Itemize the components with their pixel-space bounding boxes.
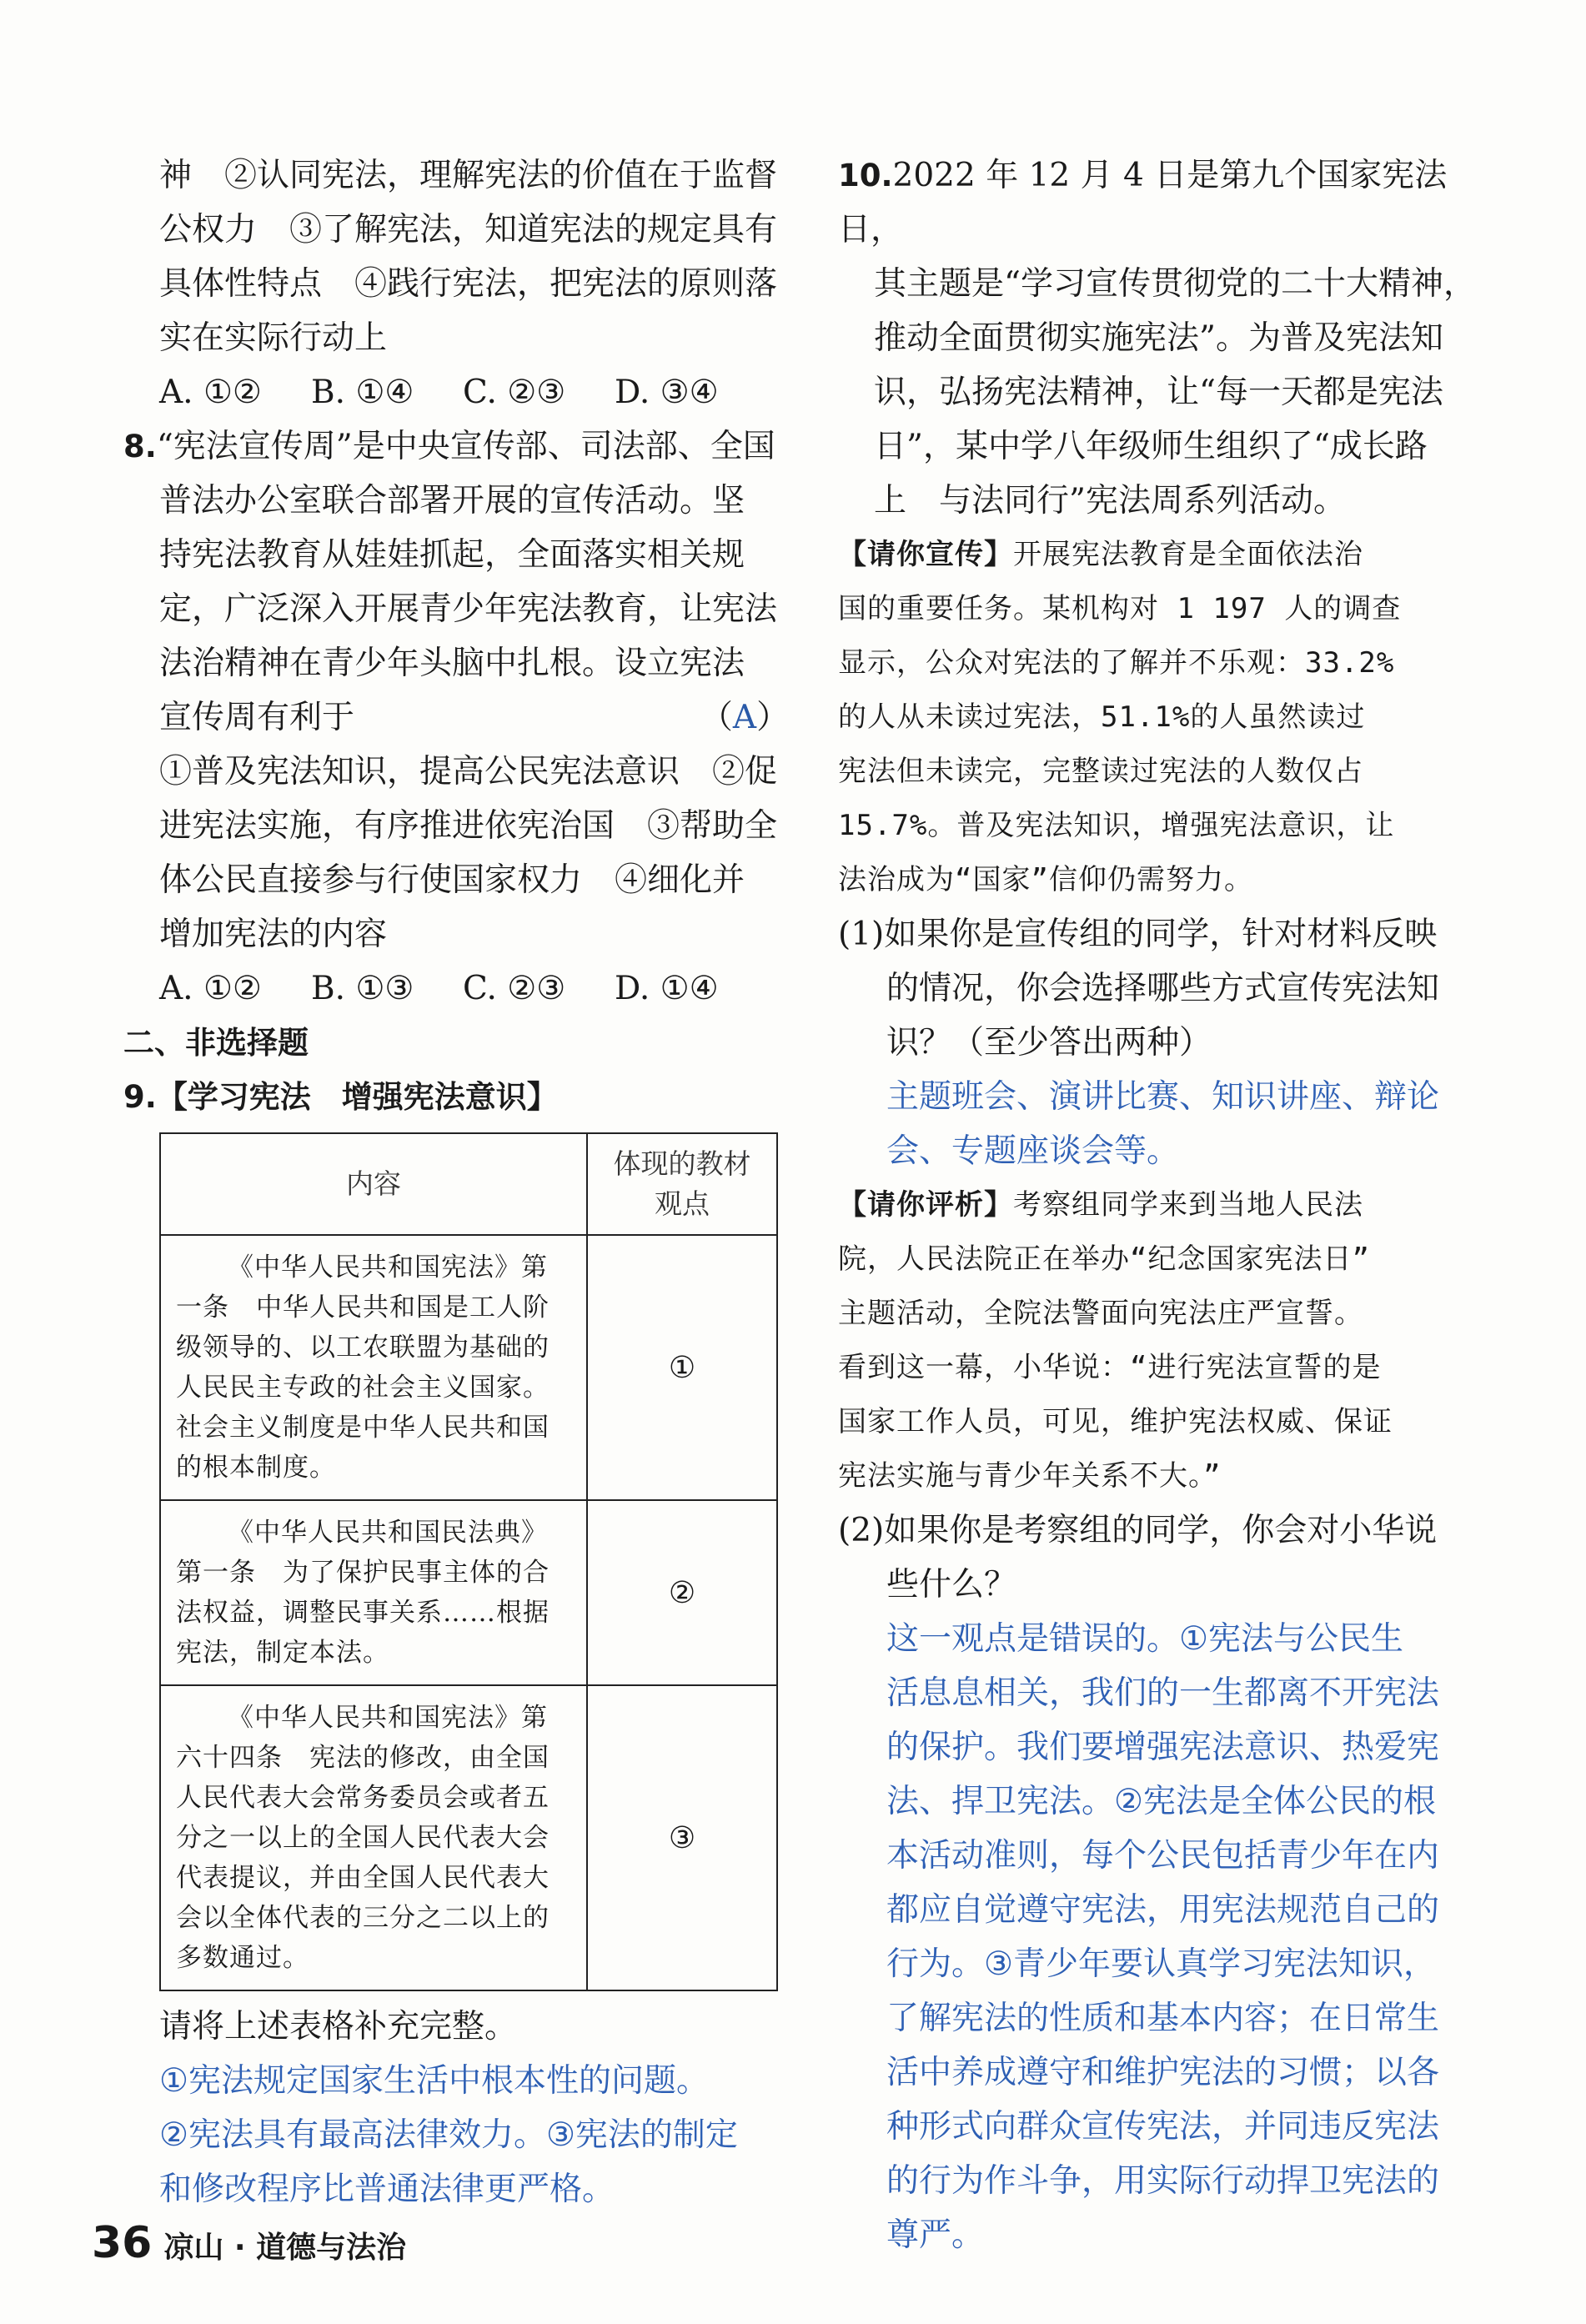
- q7-options: [123, 365, 795, 419]
- row-mark: ③: [587, 1685, 777, 1990]
- option-c: C. ②③: [463, 374, 566, 411]
- option-c: C. ②③: [463, 970, 566, 1007]
- text-line: 进宪法实施，有序推进依宪治国 ③帮助全: [159, 807, 778, 845]
- row-mark: ②: [587, 1500, 777, 1685]
- option-b: B. ①④: [311, 374, 414, 411]
- answer-line: 尊严。: [886, 2216, 985, 2254]
- sub-question-2: (2)如果你是考察组的同学，你会对小华说: [838, 1512, 1438, 1549]
- page-footer: [92, 2218, 406, 2268]
- q8-options: [123, 961, 795, 1016]
- row-content: 《中华人民共和国宪法》第六十四条 宪法的修改，由全国人民代表大会常务委员会或者五分之一以上的全国人民代表大会代表提议，并由全国人民代表大会以全体代表的三分之二以上的多数通过。: [160, 1685, 587, 1990]
- option-a: A. ①②: [159, 374, 262, 411]
- answer-line: ①宪法规定国家生活中根本性的问题。: [159, 2062, 709, 2100]
- q8-stem: “宪法宣传周”是中央宣传部、司法部、全国: [156, 428, 775, 465]
- right-column: [838, 148, 1497, 2262]
- q9-topic: 【学习宪法 增强宪法意识】: [156, 1079, 558, 1115]
- q8-first-line: [123, 419, 795, 474]
- text-line: 看到这一幕，小华说：“进行宪法宣誓的是: [838, 1351, 1382, 1384]
- text-line: 宪法实施与青少年关系不大。”: [838, 1459, 1222, 1493]
- table-row: [160, 1235, 777, 1500]
- text-line: 体公民直接参与行使国家权力 ④细化并: [159, 861, 745, 899]
- answer-line: 活息息相关，我们的一生都离不开宪法: [886, 1674, 1440, 1712]
- text-line: 公权力 ③了解宪法，知道宪法的规定具有: [159, 211, 778, 248]
- eval-label: 【请你评析】: [838, 1188, 1013, 1222]
- answer-line: 本活动准则，每个公民包括青少年在内: [886, 1837, 1440, 1875]
- text-line: 其主题是“学习宣传贯彻党的二十大精神，: [874, 265, 1476, 303]
- eval-first-line: [838, 1178, 1497, 1232]
- text-line: 推动全面贯彻实施宪法”。为普及宪法知: [874, 319, 1443, 357]
- paren-open: （: [700, 699, 733, 736]
- text-line: ①普及宪法知识，提高公民宪法意识 ②促: [159, 753, 778, 791]
- q7-continued: [123, 148, 795, 419]
- q9-number: 9.: [123, 1079, 157, 1115]
- left-column: [123, 148, 795, 2216]
- text-line: 持宪法教育从娃娃抓起，全面落实相关规: [159, 536, 745, 574]
- table-row: [160, 1685, 777, 1990]
- text-line: 定，广泛深入开展青少年宪法教育，让宪法: [159, 590, 778, 628]
- text-line: 的情况，你会选择哪些方式宣传宪法知: [886, 970, 1440, 1007]
- q10-first-line: [838, 148, 1497, 257]
- header-content: 内容: [160, 1133, 587, 1235]
- sub-question-1: (1)如果你是宣传组的同学，针对材料反映: [838, 916, 1438, 953]
- text-line: 院，人民法院正在举办“纪念国家宪法日”: [838, 1242, 1370, 1276]
- q9-table: [159, 1132, 778, 1991]
- table-row: [160, 1500, 777, 1685]
- text-line: 法治成为“国家”信仰仍需努力。: [838, 863, 1253, 896]
- question-9: [123, 1070, 795, 2216]
- header-viewpoint: 体现的教材观点: [587, 1133, 777, 1235]
- text-line: 法治精神在青少年头脑中扎根。设立宪法: [159, 645, 745, 682]
- answer-line: 法、捍卫宪法。②宪法是全体公民的根: [886, 1783, 1436, 1820]
- q9-title: [123, 1070, 795, 1124]
- text-line: 上 与法同行”宪法周系列活动。: [874, 482, 1346, 520]
- text-line: 识？（至少答出两种）: [886, 1024, 1212, 1062]
- answer-line: 种形式向群众宣传宪法，并同违反宪法: [886, 2108, 1440, 2146]
- text-line: 的人从未读过宪法，51.1%的人虽然读过: [838, 700, 1366, 734]
- answer-line: 和修改程序比普通法律更严格。: [159, 2171, 615, 2208]
- answer-line: 主题班会、演讲比赛、知识讲座、辩论: [886, 1078, 1440, 1116]
- answer-line: 了解宪法的性质和基本内容；在日常生: [886, 2000, 1440, 2037]
- text-line: 15.7%。普及宪法知识，增强宪法意识，让: [838, 809, 1395, 842]
- q8-stem-end: 宣传周有利于: [159, 699, 355, 736]
- option-d: D. ①④: [615, 970, 719, 1007]
- promo-text: 开展宪法教育是全面依法治: [1013, 538, 1363, 571]
- answer-line: 活中养成遵守和维护宪法的习惯；以各: [886, 2054, 1440, 2091]
- q10-stem: 2022 年 12 月 4 日是第九个国家宪法日，: [838, 157, 1448, 248]
- section-heading: 二、非选择题: [123, 1025, 309, 1061]
- paren-close: ）: [756, 699, 790, 736]
- question-8: [123, 419, 795, 1016]
- page-number: 36: [92, 2218, 153, 2268]
- q10-number: 10.: [838, 158, 893, 193]
- text-line: 神 ②认同宪法，理解宪法的价值在于监督: [159, 157, 778, 194]
- q8-answer: A: [732, 699, 757, 736]
- text-line: 实在实际行动上: [159, 319, 388, 357]
- answer-line: 的保护。我们要增强宪法意识、热爱宪: [886, 1729, 1440, 1766]
- text-line: 国家工作人员，可见，维护宪法权威、保证: [838, 1405, 1393, 1438]
- q8-number: 8.: [123, 429, 157, 464]
- promo-label: 【请你宣传】: [838, 538, 1013, 571]
- text-line: 日”，某中学八年级师生组织了“成长路: [874, 428, 1428, 465]
- row-content: 《中华人民共和国宪法》第一条 中华人民共和国是工人阶级领导的、以工农联盟为基础的人民民主专政的社会主义国家。社会主义制度是中华人民共和国的根本制度。: [160, 1235, 587, 1500]
- row-mark: ①: [587, 1235, 777, 1500]
- text-line: 国的重要任务。某机构对 1 197 人的调查: [838, 592, 1402, 625]
- text-line: 主题活动，全院法警面向宪法庄严宣誓。: [838, 1297, 1363, 1330]
- text-line: 具体性特点 ④践行宪法，把宪法的原则落: [159, 265, 778, 303]
- answer-line: 的行为作斗争，用实际行动捍卫宪法的: [886, 2162, 1440, 2200]
- option-a: A. ①②: [159, 970, 262, 1007]
- text-line: 增加宪法的内容: [159, 916, 388, 953]
- answer-line: ②宪法具有最高法律效力。③宪法的制定: [159, 2116, 738, 2154]
- answer-line: 这一观点是错误的。①宪法与公民生: [886, 1620, 1403, 1658]
- answer-paren: [695, 690, 795, 745]
- text-line: 些什么？: [886, 1566, 1017, 1604]
- option-b: B. ①③: [311, 970, 414, 1007]
- text-line: 普法办公室联合部署开展的宣传活动。坚: [159, 482, 745, 520]
- eval-text: 考察组同学来到当地人民法: [1013, 1188, 1363, 1222]
- row-content: 《中华人民共和国民法典》第一条 为了保护民事主体的合法权益，调整民事关系……根据宪法，制定本法。: [160, 1500, 587, 1685]
- text-line: 宪法但未读完，完整读过宪法的人数仅占: [838, 755, 1363, 788]
- option-d: D. ③④: [615, 374, 719, 411]
- q8-last-line: [123, 690, 795, 745]
- answer-line: 都应自觉遵守宪法，用宪法规范自己的: [886, 1891, 1440, 1929]
- footer-title: 凉山 · 道德与法治: [163, 2231, 407, 2265]
- answer-line: 会、专题座谈会等。: [886, 1132, 1180, 1170]
- question-10: [838, 148, 1497, 2262]
- promo-first-line: [838, 528, 1497, 582]
- q9-instruction: 请将上述表格补充完整。: [159, 2008, 518, 2045]
- table-header-row: [160, 1133, 777, 1235]
- text-line: 显示，公众对宪法的了解并不乐观：33.2%: [838, 646, 1395, 680]
- text-line: 识，弘扬宪法精神，让“每一天都是宪法: [874, 374, 1443, 411]
- answer-line: 行为。③青少年要认真学习宪法知识，: [886, 1945, 1436, 1983]
